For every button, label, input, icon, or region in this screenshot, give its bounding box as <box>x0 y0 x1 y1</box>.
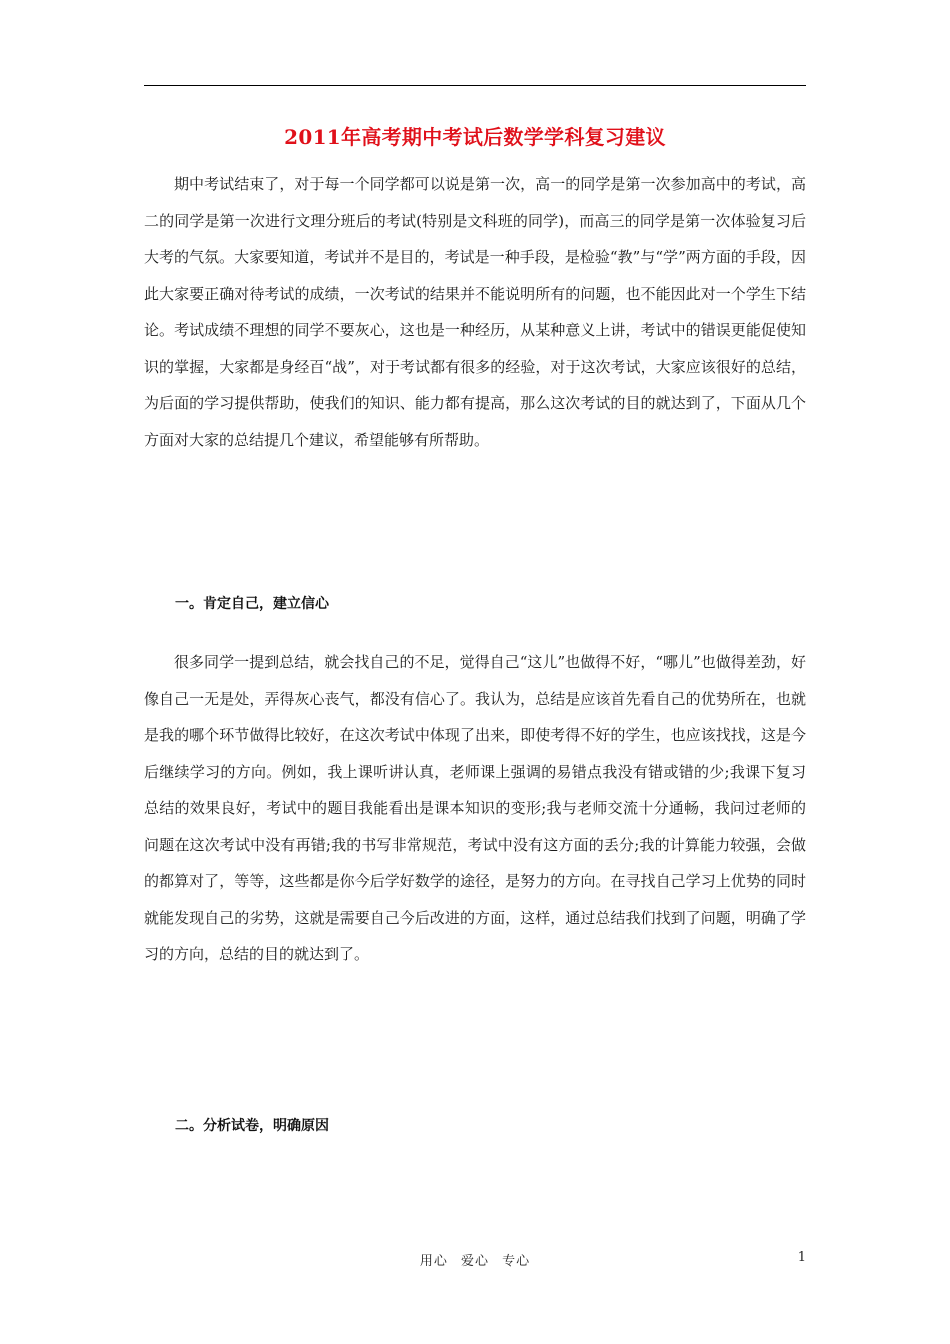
intro-paragraph: 期中考试结束了，对于每一个同学都可以说是第一次，高一的同学是第一次参加高中的考试，高二的同学是第一次进行文理分班后的考试(特别是文科班的同学)，而高三的同学是第一次体验复习后大考的气氛。大家要知道，考试并不是目的，考试是一种手段，是检验“教”与“学”两方面的手段，因此大家要正确对待考试的成绩，一次考试的结果并不能说明所有的问题，也不能因此对一个学生下结论。考试成绩不理想的同学不要灰心，这也是一种经历，从某种意义上讲，考试中的错误更能促使知识的掌握，大家都是身经百“战”，对于考试都有很多的经验，对于这次考试，大家应该很好的总结，为后面的学习提供帮助，使我们的知识、能力都有提高，那么这次考试的目的就达到了，下面从几个方面对大家的总结提几个建议，希望能够有所帮助。 <box>144 175 806 449</box>
footer-motto: 用心 爱心 专心 <box>419 1254 531 1269</box>
section-heading-2: 二。分析试卷，明确原因 <box>175 1118 329 1134</box>
header-rule <box>144 85 806 86</box>
page-number: 1 <box>797 1250 806 1265</box>
document-title: 2011年高考期中考试后数学学科复习建议 <box>284 125 666 149</box>
section-heading-1: 一。肯定自己，建立信心 <box>175 596 329 612</box>
section-1-paragraph: 很多同学一提到总结，就会找自己的不足，觉得自己“这儿”也做得不好，“哪儿”也做得差劲，好像自己一无是处，弄得灰心丧气，都没有信心了。我认为，总结是应该首先看自己的优势所在，也就是我的哪个环节做得比较好，在这次考试中体现了出来，即使考得不好的学生，也应该找找，这是今后继续学习的方向。例如，我上课听讲认真，老师课上强调的易错点我没有错或错的少;我课下复习总结的效果良好，考试中的题目我能看出是课本知识的变形;我与老师交流十分通畅，我问过老师的问题在这次考试中没有再错;我的书写非常规范，考试中没有这方面的丢分;我的计算能力较强，会做的都算对了，等等，这些都是你今后学好数学的途径，是努力的方向。在寻找自己学习上优势的同时就能发现自己的劣势，这就是需要自己今后改进的方面，这样，通过总结我们找到了问题，明确了学习的方向，总结的目的就达到了。 <box>144 653 806 963</box>
